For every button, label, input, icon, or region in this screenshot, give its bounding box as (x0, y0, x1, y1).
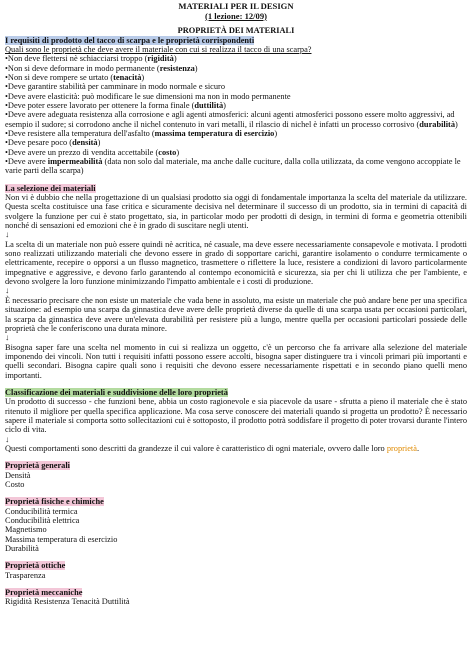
requirement-text-end: (data non solo dal materiale, ma anche dalle cuciture, dalla colla utilizzata, da come vengono accoppiate le varie parti della scarpa) (5, 157, 461, 176)
requirement-text: •Deve poter essere lavorato per ottenere la forma finale ( (5, 100, 195, 110)
property-item: Conducibilità elettrica (5, 516, 80, 526)
requirements-heading: I requisiti di prodotto del tacco di scarpa e le proprietà corrispondenti (5, 35, 255, 45)
requirement-text-end: ) (223, 100, 226, 110)
paragraph-end: . (416, 443, 420, 453)
requirement-text-end: ) (97, 138, 101, 148)
lesson-date: (1 lezione: 12/09) (204, 10, 268, 21)
requirement-property: tenacità (113, 72, 142, 82)
requirement-property: duttilità (194, 100, 224, 110)
property-group (5, 588, 467, 607)
requirement-item (5, 101, 467, 110)
classification-paragraph-2 (5, 444, 467, 453)
requirement-item (5, 110, 467, 129)
requirement-text-end: ) (176, 147, 180, 157)
requirement-item (5, 129, 467, 138)
requirement-property: densità (72, 138, 98, 148)
requirement-item (5, 64, 467, 73)
requirement-item (5, 92, 467, 101)
classification-heading: Classificazione dei materiali e suddivisione delle loro proprietà (5, 387, 228, 397)
property-item: Densità (5, 470, 31, 480)
property-item: Massima temperatura di esercizio (5, 534, 118, 544)
requirement-text: •Non si deve deformare in modo permanente ( (5, 63, 160, 73)
requirement-text: •Non deve flettersi nè schiacciarsi troppo ( (5, 54, 148, 64)
section-classification (5, 388, 467, 453)
property-group (5, 561, 467, 580)
requirement-text-end: ) (274, 128, 278, 138)
section-requirements (5, 36, 467, 176)
paragraph-text: Questi comportamenti sono descritti da grandezze il cui valore è caratteristico di ogni materiale, ovvero dalle loro (5, 443, 387, 453)
property-item: Conducibilità termica (5, 506, 78, 516)
requirement-item (5, 73, 467, 82)
document-title: MATERIALI PER IL DESIGN (178, 1, 294, 11)
requirement-item (5, 82, 467, 91)
property-item: Costo (5, 480, 25, 489)
property-group-title: Proprietà meccaniche (5, 588, 83, 598)
selection-paragraph-4: Bisogna saper fare una scelta nel momento in cui si realizza un oggetto, c'è un percorso che fa arrivare alla selezione del materiale imponendo dei vincoli. Non tutti i requisiti infatti possono essere accolti, bisogna saper distinguere tra i vincoli primari più importanti e quelli secondari. Bisogna capire quali sono i requisiti che devono essere necessariamente rispettati e in secondo piano quelli meno importanti. (5, 342, 467, 380)
requirements-list (5, 54, 467, 175)
arrow-down-icon: ↓ (5, 286, 10, 296)
selection-heading: La selezione dei materiali (5, 183, 96, 193)
property-item: Rigidità Resistenza Tenacità Duttilità (5, 597, 130, 607)
requirement-item (5, 54, 467, 63)
requirement-text: •Deve avere (5, 157, 48, 166)
property-groups (5, 453, 467, 606)
selection-paragraph-2: La scelta di un materiale non può essere quindi nè acritica, né casuale, ma deve essere necessariamente consapevole e motivata. I prodotti sono realizzati utilizzando materiali che devono essere in grado di sopportare carichi, garantire isolamento o condurre termicamente o elettricamente, recepire o opporsi a un flusso magnetico, trasmettere o riflettere la luce, resistere a condizioni di lavoro particolarmente impegnative e aggressive, e devono farlo garantendo al contempo economicità e sicurezza, sia per chi li utilizza che per l'ambiente, e devono svolgere la loro funzione minimizzando l'impatto ambientale e i costi di produzione. (5, 239, 467, 287)
requirement-text: •Deve avere un prezzo di vendita accettabile ( (5, 147, 159, 157)
property-group-title: Proprietà generali (5, 461, 70, 471)
requirement-property: costo (158, 147, 177, 157)
requirement-property: rigidità (147, 54, 174, 64)
requirement-property: impermeabilità (47, 157, 103, 166)
requirement-text: •Deve pesare poco ( (5, 138, 73, 148)
requirement-property: durabilità (419, 119, 455, 129)
requirement-item (5, 157, 467, 176)
requirement-item (5, 138, 467, 147)
requirement-text: •Deve avere elasticità: può modificare le sue dimensioni ma non in modo permanente (5, 91, 291, 101)
property-group-title: Proprietà fisiche e chimiche (5, 497, 104, 507)
selection-paragraph-3: È necessario precisare che non esiste un materiale che vada bene in assoluto, ma esiste un materiale che può andare bene per una specifica situazione: ad esempio una scarpa da ginnastica deve avere delle proprietà diverse da quelle di una scarpa usata per occasioni particolari, la scarpa da ginnastica deve avere un'elevata durabilità per resistere più a lungo, mentre quella per occasioni particolari possiede delle proprietà che le conferiscono una durata minore. (5, 295, 467, 333)
requirement-property: resistenza (159, 63, 195, 73)
requirement-text-end: ) (141, 72, 145, 82)
requirement-text: •Deve avere adeguata resistenza alla corrosione e agli agenti atmosferici: alcuni agenti atmosferici possono essere molto aggressivi, ad esempio il sudore; si corrodono anche il nichel contenuto in vari metalli, il rilascio di nichel è infatti un processo corrosivo ( (5, 110, 455, 129)
selection-paragraph-1: Non vi è dubbio che nella progettazione di un qualsiasi prodotto sia oggi di fondamentale importanza la scelta del materiale da utilizzare. Questa scelta costituisce una fase critica e sicuramente decisiva nel determinare il successo di un prodotto, sia in termini di capacità di svolgere la funzione per cui è stato progettato, sia, in particolar modo per prodotti di design, in termini di forma e geometria ottenibili nonché di sensazioni ed emozioni che è in grado di suscitare negli utenti. (5, 193, 467, 231)
properties-highlight: proprietà (386, 443, 417, 453)
requirement-text-end: ) (194, 63, 198, 73)
property-group-title: Proprietà ottiche (5, 561, 66, 571)
arrow-down-icon: ↓ (5, 434, 10, 444)
property-group (5, 497, 467, 553)
classification-paragraph-1: Un prodotto di successo - che funzioni bene, abbia un costo ragionevole e sia piacevole da usare - sfrutta a pieno il materiale che è stato ritenuto il migliore per quella specifica applicazione. Ma cosa serve conoscere dei materiali quando si progetta un prodotto? È necessario sapere il materiale si comporta sotto sollecitazioni cui è sottoposto, il prodotto potrà soddisfare il progetto di poter trovarsi durante l'intero ciclo di vita. (5, 397, 467, 435)
section-title: PROPRIETÀ DEI MATERIALI (177, 26, 295, 36)
property-group (5, 461, 467, 489)
property-item: Durabilità (5, 544, 39, 554)
arrow-down-icon: ↓ (5, 333, 10, 343)
requirements-question: Quali sono le proprietà che deve avere il materiale con cui si realizza il tacco di una scarpa? (5, 44, 312, 54)
requirement-text: •Deve garantire stabilità per camminare in modo normale e sicuro (5, 82, 226, 92)
property-item: Trasparenza (5, 570, 46, 580)
requirement-item (5, 148, 467, 157)
section-selection (5, 184, 467, 380)
arrow-down-icon: ↓ (5, 230, 10, 240)
requirement-property: massima temperatura di esercizio (154, 128, 275, 138)
requirement-text-end: ) (455, 119, 458, 129)
requirement-text: •Non si deve rompere se urtato ( (5, 72, 114, 82)
property-item: Magnetismo (5, 525, 47, 535)
requirement-text: •Deve resistere alla temperatura dell'asfalto ( (5, 128, 155, 138)
requirement-text-end: ) (173, 54, 177, 64)
